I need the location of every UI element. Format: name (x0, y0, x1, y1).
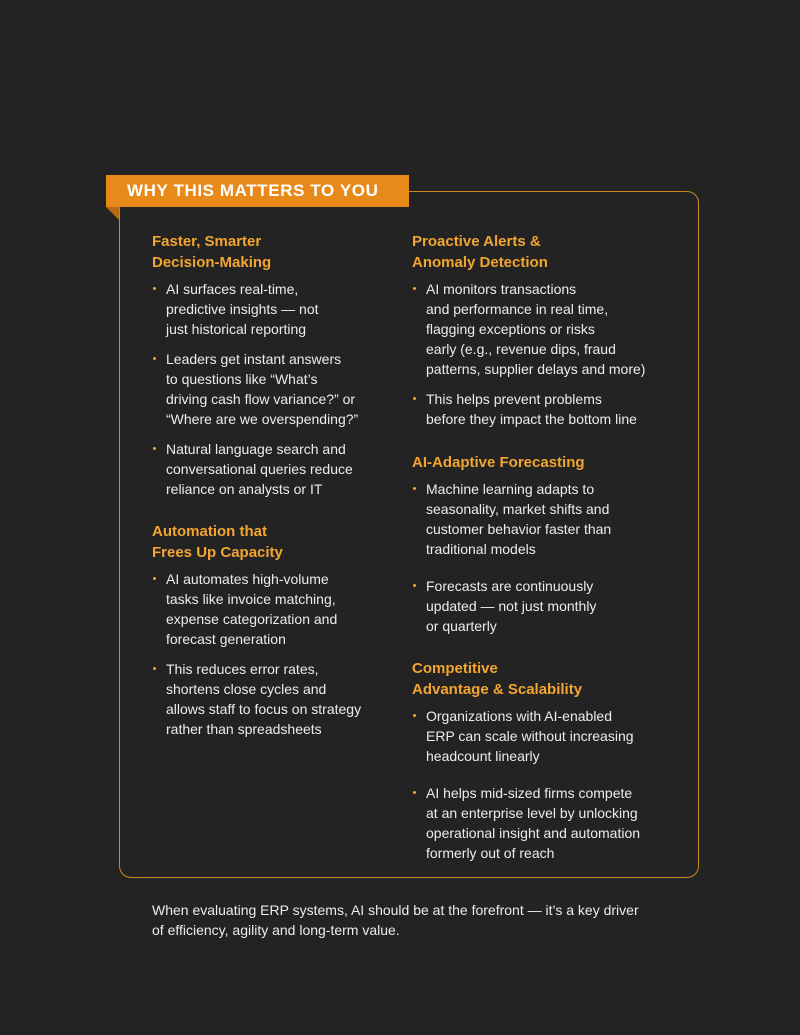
section-banner (106, 175, 409, 207)
section-scalability (412, 658, 662, 863)
list-item: Machine learning adapts to seasonality, market shifts and customer behavior faster than traditional models (412, 479, 662, 559)
list-item: AI monitors transactions and performance in real time, flagging exceptions or risks early (e.g., revenue dips, fraud patterns, supplier delays and more) (412, 279, 662, 379)
section-title: Competitive Advantage & Scalability (412, 660, 583, 698)
list-item: Organizations with AI-enabled ERP can scale without increasing headcount linearly (412, 706, 662, 766)
section-automation (152, 521, 387, 739)
list-item: Leaders get instant answers to questions like “What’s driving cash flow variance?” or “Where are we overspending?” (152, 349, 387, 429)
banner-title: WHY THIS MATTERS TO YOU (127, 181, 379, 200)
right-column (412, 231, 662, 883)
section-alerts (412, 231, 662, 429)
section-title: Faster, Smarter Decision-Making (152, 233, 272, 271)
list-item: AI automates high-volume tasks like invoice matching, expense categorization and forecast generation (152, 569, 387, 649)
footer-text: When evaluating ERP systems, AI should be at the forefront — it’s a key driver of efficiency, agility and long-term value. (152, 902, 639, 938)
list-item: AI helps mid-sized firms compete at an enterprise level by unlocking operational insight and automation formerly out of reach (412, 783, 662, 863)
left-column (152, 231, 387, 759)
section-title: Automation that Frees Up Capacity (152, 523, 283, 561)
list-item: AI surfaces real-time, predictive insights — not just historical reporting (152, 279, 387, 339)
list-item: This reduces error rates, shortens close cycles and allows staff to focus on strategy rather than spreadsheets (152, 659, 387, 739)
section-title: AI-Adaptive Forecasting (412, 454, 585, 471)
section-forecasting (412, 452, 662, 636)
section-title: Proactive Alerts & Anomaly Detection (412, 233, 548, 271)
list-item: Forecasts are continuously updated — not just monthly or quarterly (412, 576, 662, 636)
section-decision-making (152, 231, 387, 499)
banner-fold (106, 207, 119, 220)
list-item: This helps prevent problems before they impact the bottom line (412, 389, 662, 429)
list-item: Natural language search and conversational queries reduce reliance on analysts or IT (152, 439, 387, 499)
